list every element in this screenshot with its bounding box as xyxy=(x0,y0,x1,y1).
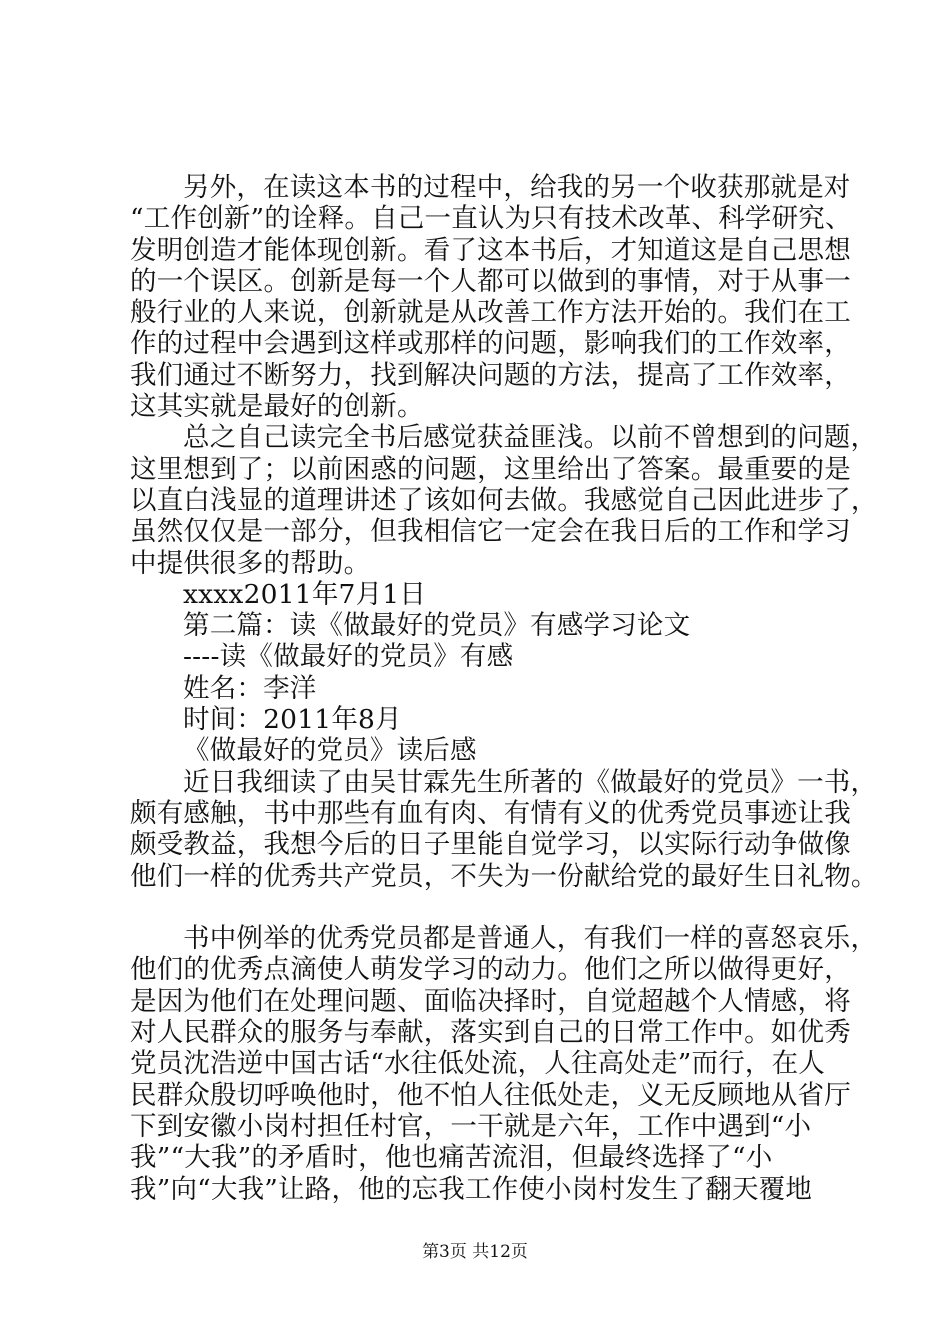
text-line: 书中例举的优秀党员都是普通人，有我们一样的喜怒哀乐， xyxy=(183,923,878,955)
blank-line xyxy=(130,892,850,923)
text-line: 颇受教益，我想今后的日子里能自觉学习，以实际行动争做像 xyxy=(130,829,851,861)
text-line: 发明创造才能体现创新。看了这本书后，才知道这是自己思想 xyxy=(130,234,851,266)
text-line: 虽然仅仅是一部分，但我相信它一定会在我日后的工作和学习 xyxy=(130,516,851,548)
text-line: 中提供很多的帮助。 xyxy=(130,547,371,579)
text-line: 另外，在读这本书的过程中，给我的另一个收获那就是对 xyxy=(183,172,851,203)
text-line: 姓名：李洋 xyxy=(183,672,317,704)
text-line: 颇有感触，书中那些有血有肉、有情有义的优秀党员事迹让我 xyxy=(130,797,851,829)
text-line: 《做最好的党员》读后感 xyxy=(183,735,477,767)
text-line: 他们的优秀点滴使人萌发学习的动力。他们之所以做得更好， xyxy=(130,954,851,986)
text-line: 对人民群众的服务与奉献，落实到自己的日常工作中。如优秀 xyxy=(130,1017,851,1049)
text-line: 第二篇：读《做最好的党员》有感学习论文 xyxy=(183,610,691,642)
text-line: 时间：2011年8月 xyxy=(183,704,402,736)
text-line: 这里想到了；以前困惑的问题，这里给出了答案。最重要的是 xyxy=(130,453,851,485)
page-footer: 第3页 共12页 xyxy=(422,1242,528,1262)
text-line: 般行业的人来说，创新就是从改善工作方法开始的。我们在工 xyxy=(130,297,851,329)
text-line: 我”向“大我”让路，他的忘我工作使小岗村发生了翻天覆地 xyxy=(130,1173,813,1205)
text-line: “工作创新”的诠释。自己一直认为只有技术改革、科学研究、 xyxy=(130,203,852,235)
text-line: 我们通过不断努力，找到解决问题的方法，提高了工作效率， xyxy=(130,359,851,391)
text-line: 近日我细读了由吴甘霖先生所著的《做最好的党员》一书， xyxy=(183,766,878,798)
text-line: 的一个误区。创新是每一个人都可以做到的事情，对于从事一 xyxy=(130,265,851,297)
text-line: xxxx2011年7月1日 xyxy=(183,578,427,610)
text-line: 以直白浅显的道理讲述了该如何去做。我感觉自己因此进步了， xyxy=(130,484,878,516)
text-line: 我”“大我”的矛盾时，他也痛苦流泪，但最终选择了“小 xyxy=(130,1142,773,1174)
text-line: 作的过程中会遇到这样或那样的问题，影响我们的工作效率， xyxy=(130,328,851,360)
document-body xyxy=(130,172,878,1205)
text-line: 他们一样的优秀共产党员，不失为一份献给党的最好生日礼物。 xyxy=(130,860,878,892)
text-line: 总之自己读完全书后感觉获益匪浅。以前不曾想到的问题， xyxy=(183,422,878,454)
text-line: 民群众殷切呼唤他时，他不怕人往低处走，义无反顾地从省厅 xyxy=(130,1079,851,1111)
text-line: 这其实就是最好的创新。 xyxy=(130,391,424,423)
text-line: 是因为他们在处理问题、面临决择时，自觉超越个人情感，将 xyxy=(130,985,851,1017)
text-line: 下到安徽小岗村担任村官，一干就是六年，工作中遇到“小 xyxy=(130,1110,812,1142)
text-line: ----读《做最好的党员》有感 xyxy=(183,641,514,673)
text-line: 党员沈浩逆中国古话“水往低处流，人往高处走”而行，在人 xyxy=(130,1048,825,1080)
